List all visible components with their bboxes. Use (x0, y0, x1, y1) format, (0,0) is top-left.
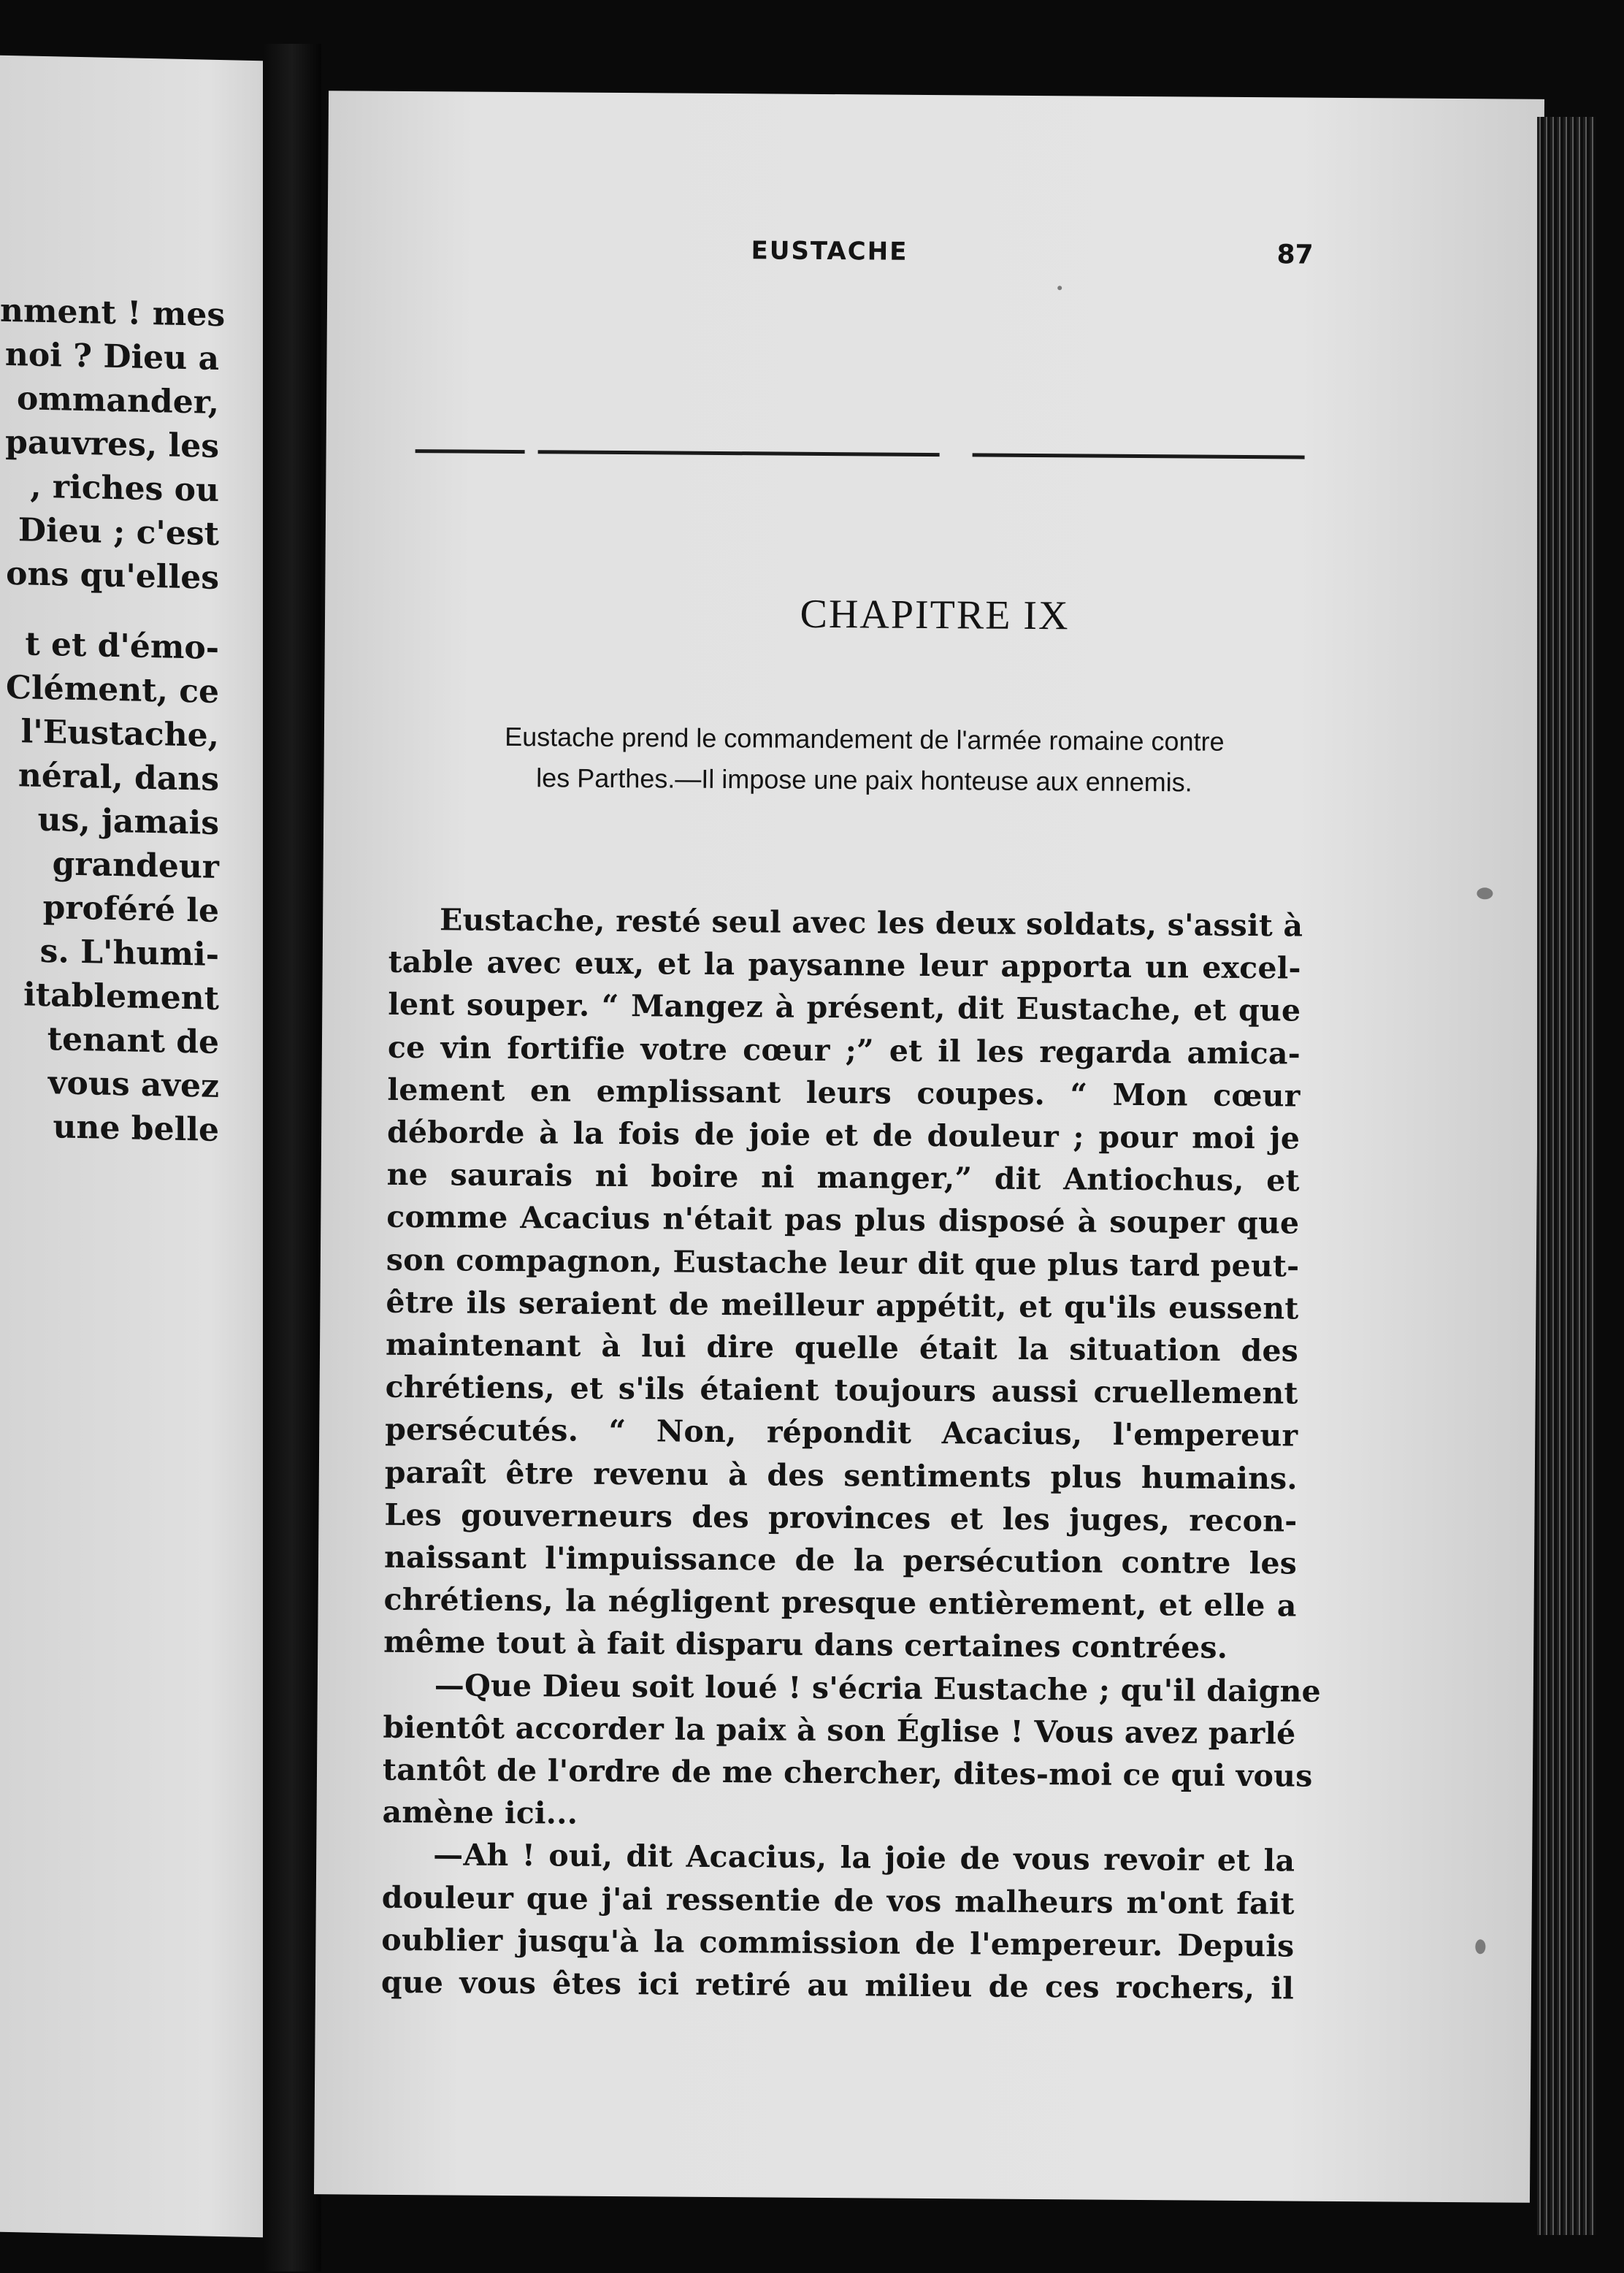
chapter-title: CHAPITRE IX (800, 591, 1070, 639)
text-line: paraît être revenu à des sentiments plus humains. (384, 1454, 1298, 1497)
paper-speck (1057, 286, 1062, 290)
text-line: amène ici... (382, 1795, 578, 1831)
text-line: chrétiens, et s'ils étaient toujours aussi cruellement (385, 1369, 1298, 1411)
left-line: ons qu'elles (6, 554, 219, 597)
text-line: Les gouverneurs des provinces et les juges, recon- (384, 1497, 1298, 1539)
left-line: t et d'émo- (25, 625, 219, 667)
left-line: , riches ou (30, 467, 219, 509)
summary-line: Eustache prend le commandement de l'armée romaine contre (505, 721, 1225, 757)
left-line: noi ? Dieu a (4, 335, 219, 378)
text-line: lent souper. “ Mangez à présent, dit Eustache, et que (388, 987, 1301, 1028)
text-line: tantôt de l'ordre de me chercher, dites-moi ce qui vous (382, 1751, 1313, 1794)
facing-page-text (0, 289, 226, 1153)
left-line: Clément, ce (5, 668, 219, 711)
text-line: table avec eux, et la paysanne leur apporta un excel- (388, 944, 1301, 986)
text-line: que vous êtes ici retiré au milieu de ces rochers, il (380, 1964, 1295, 2006)
text-line: son compagnon, Eustache leur dit que plus tard peut- (386, 1242, 1300, 1284)
left-line: une belle (53, 1108, 219, 1149)
left-line: us, jamais (37, 801, 219, 842)
text-line: bientôt accorder la paix à son Église ! Vous avez parlé (383, 1709, 1296, 1751)
header-rule (973, 453, 1305, 459)
left-line: néral, dans (18, 757, 219, 798)
text-line: ce vin fortifie votre cœur ;” et il les regarda amica- (387, 1029, 1301, 1071)
left-line: itablement (23, 976, 219, 1017)
text-line: être ils seraient de meilleur appétit, et qu'ils eussent (386, 1284, 1299, 1326)
text-line: douleur que j'ai ressentie de vos malheurs m'ont fait (381, 1879, 1295, 1922)
body-text (380, 898, 1322, 2010)
page-edges (1537, 117, 1596, 2235)
left-line: grandeur (52, 845, 219, 886)
left-line: s. L'humi- (39, 932, 219, 974)
summary-line: les Parthes.—Il impose une paix honteuse aux ennemis. (536, 763, 1192, 798)
page-number: 87 (1276, 240, 1314, 270)
left-line: tenant de (47, 1020, 219, 1061)
text-line: maintenant à lui dire quelle était la situation des (385, 1326, 1299, 1369)
left-line: pauvres, les (5, 423, 219, 465)
text-line: lement en emplissant leurs coupes. “ Mon cœur (387, 1071, 1301, 1114)
text-line: même tout à fait disparu dans certaines contrées. (383, 1624, 1228, 1666)
left-paragraph-gap (0, 596, 219, 627)
left-line: proféré le (42, 888, 219, 930)
text-line: chrétiens, la négligent presque entièrement, et elle a (383, 1582, 1297, 1624)
left-line: ommander, (16, 380, 219, 421)
text-line: naissant l'impuissance de la persécution contre les (383, 1539, 1298, 1581)
text-line: Eustache, resté seul avec les deux soldats, s'assit à (439, 902, 1303, 944)
facing-page-left (0, 56, 299, 2239)
book-gutter (263, 44, 321, 2272)
left-line: nment ! mes (0, 291, 226, 335)
left-line: Dieu ; c'est (18, 511, 219, 553)
running-head: EUSTACHE (751, 236, 908, 267)
paper-speck (1475, 1939, 1485, 1954)
text-line: déborde à la fois de joie et de douleur ; pour moi je (386, 1114, 1301, 1156)
text-line: comme Acacius n'était pas plus disposé à souper que (386, 1199, 1300, 1241)
header-rule (415, 449, 525, 454)
text-line: persécutés. “ Non, répondit Acacius, l'empereur (385, 1412, 1298, 1453)
left-line: vous avez (47, 1064, 219, 1105)
text-line: —Ah ! oui, dit Acacius, la joie de vous revoir et la (433, 1837, 1295, 1879)
chapter-summary (411, 716, 1317, 804)
text-line: oublier jusqu'à la commission de l'empereur. Depuis (381, 1922, 1295, 1964)
left-line: l'Eustache, (20, 713, 219, 755)
text-line: ne saurais ni boire ni manger,” dit Antiochus, et (386, 1157, 1300, 1199)
paper-speck (1476, 887, 1493, 899)
text-line: —Que Dieu soit loué ! s'écria Eustache ; qu'il daigne (434, 1667, 1322, 1709)
page-right (314, 91, 1544, 2203)
header-rule (538, 450, 940, 456)
